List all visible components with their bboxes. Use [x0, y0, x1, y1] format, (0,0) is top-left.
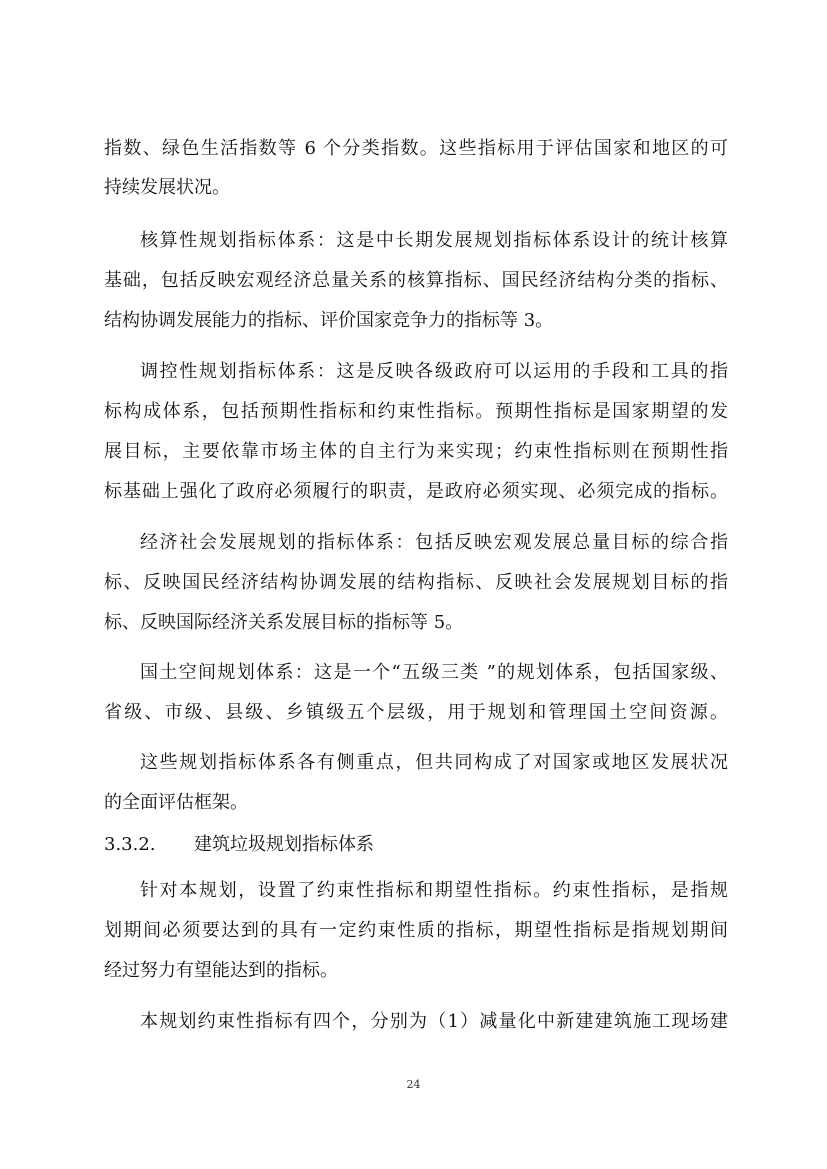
paragraph-line: 的全面评估框架。 — [104, 792, 248, 813]
paragraph-line: 国土空间规划体系：这是一个“五级三类 ”的规划体系，包括国家级、 — [140, 662, 728, 683]
paragraph-line: 展目标，主要依靠市场主体的自主行为来实现；约束性指标则在预期性指 — [104, 441, 728, 462]
paragraph-line: 经济社会发展规划的指标体系：包括反映宏观发展总量目标的综合指 — [140, 532, 728, 553]
paragraph-line: 这些规划指标体系各有侧重点，但共同构成了对国家或地区发展状况 — [140, 752, 728, 773]
paragraph-line: 基础，包括反映宏观经济总量关系的核算指标、国民经济结构分类的指标、 — [104, 270, 728, 291]
paragraph-line: 标、反映国民经济结构协调发展的结构指标、反映社会发展规划目标的指 — [104, 572, 728, 593]
paragraph-line: 结构协调发展能力的指标、评价国家竞争力的指标等 3。 — [104, 310, 554, 331]
paragraph-line: 针对本规划，设置了约束性指标和期望性指标。约束性指标，是指规 — [140, 880, 728, 901]
paragraph-line: 省级、市级、县级、乡镇级五个层级，用于规划和管理国土空间资源。 — [104, 702, 728, 723]
paragraph-line: 持续发展状况。 — [104, 177, 230, 198]
paragraph-line: 本规划约束性指标有四个，分别为（1）减量化中新建建筑施工现场建 — [140, 1011, 728, 1032]
page-number: 24 — [406, 1078, 421, 1091]
paragraph-line: 标基础上强化了政府必须履行的职责，是政府必须实现、必须完成的指标。 — [104, 481, 728, 502]
paragraph-line: 核算性规划指标体系：这是中长期发展规划指标体系设计的统计核算 — [140, 230, 728, 251]
section-title: 建筑垃圾规划指标体系 — [194, 834, 374, 855]
paragraph-line: 调控性规划指标体系：这是反映各级政府可以运用的手段和工具的指 — [140, 361, 728, 382]
section-number: 3.3.2. — [104, 834, 156, 855]
paragraph-line: 划期间必须要达到的具有一定约束性质的指标，期望性指标是指规划期间 — [104, 920, 728, 941]
section-heading — [104, 833, 374, 857]
paragraph-line: 经过努力有望能达到的指标。 — [104, 960, 338, 981]
paragraph-line: 指数、绿色生活指数等 6 个分类指数。这些指标用于评估国家和地区的可 — [104, 138, 728, 159]
paragraph-line: 标构成体系，包括预期性指标和约束性指标。预期性指标是国家期望的发 — [104, 401, 728, 422]
paragraph-line: 标、反映国际经济关系发展目标的指标等 5。 — [104, 612, 464, 633]
